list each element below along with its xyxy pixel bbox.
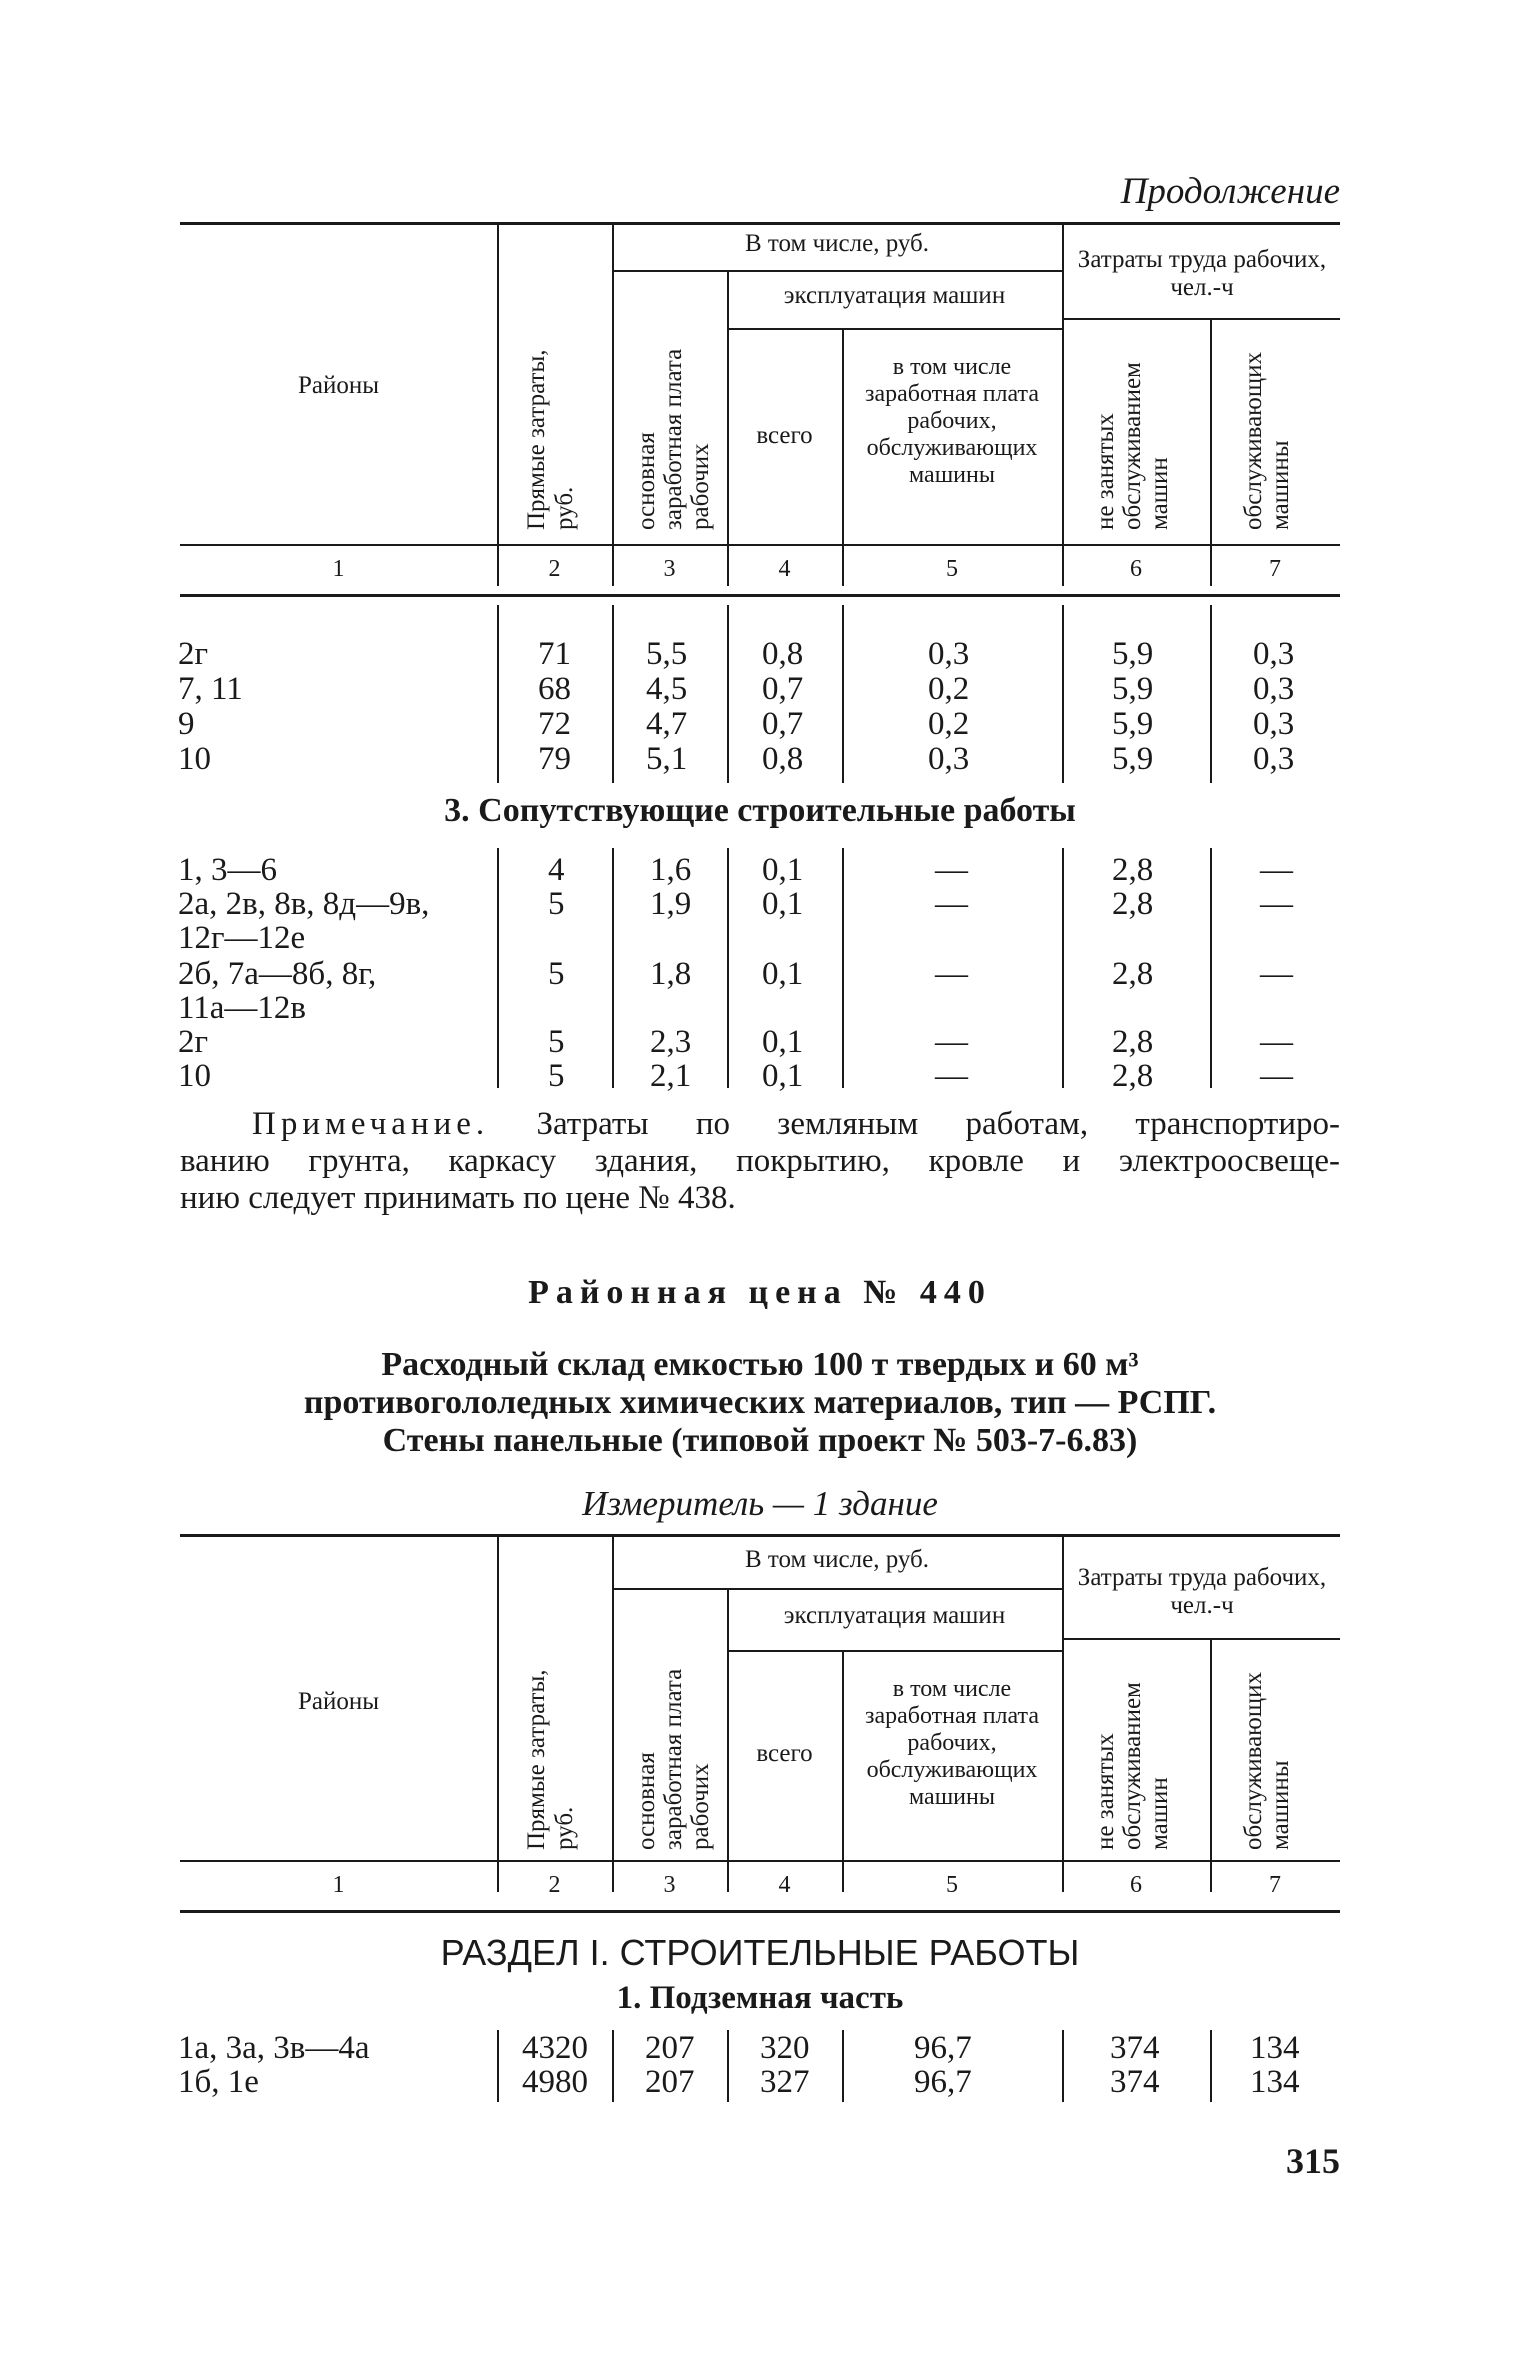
- col-number: 3: [663, 1872, 676, 1898]
- col-number: 5: [946, 1872, 958, 1898]
- base-salary-cell: 5,5: [646, 636, 688, 672]
- page-number: 315: [1286, 2141, 1340, 2181]
- region-cell: 2г: [178, 1024, 209, 1060]
- labor-not-machine-cell: 2,8: [1112, 1058, 1154, 1094]
- base-salary-cell: 2,1: [650, 1058, 692, 1094]
- region-cell: 2б, 7а—8б, 8г,: [178, 956, 377, 992]
- region-cell: 1а, 3а, 3в—4а: [178, 2030, 370, 2066]
- region-cell: 10: [178, 741, 211, 777]
- labor-machine-cell: —: [1260, 852, 1293, 888]
- region-cell-cont: 11а—12в: [178, 990, 307, 1026]
- direct-costs-cell: 4: [548, 852, 565, 888]
- header-machine-operation: эксплуатация машин: [783, 282, 1006, 309]
- labor-not-machine-cell: 374: [1110, 2030, 1160, 2066]
- col-number: 3: [663, 556, 676, 582]
- labor-not-machine-cell: 5,9: [1112, 671, 1154, 707]
- description-line: Расходный склад емкостью 100 т твердых и 60 м³: [381, 1346, 1139, 1383]
- header-direct-costs: Прямые затраты, руб.: [523, 1669, 578, 1850]
- description: [180, 1346, 1340, 1460]
- header-not-machine: не занятых обслуживанием машин: [1092, 1682, 1173, 1850]
- meter: Измеритель — 1 здание: [582, 1484, 938, 1523]
- labor-machine-cell: 0,3: [1253, 636, 1295, 672]
- base-salary-cell: 5,1: [646, 741, 688, 777]
- machine-total-cell: 0,1: [762, 852, 804, 888]
- labor-not-machine-cell: 2,8: [1112, 886, 1154, 922]
- labor-not-machine-cell: 2,8: [1112, 1024, 1154, 1060]
- direct-costs-cell: 5: [548, 1024, 565, 1060]
- labor-machine-cell: —: [1260, 886, 1293, 922]
- labor-not-machine-cell: 2,8: [1112, 956, 1154, 992]
- direct-costs-cell: 71: [538, 636, 571, 672]
- header-total: всего: [756, 422, 813, 449]
- continuation-label: Продолжение: [1120, 171, 1340, 212]
- machine-total-cell: 0,8: [762, 741, 804, 777]
- machine-total-cell: 0,1: [762, 1024, 804, 1060]
- col-number: 1: [332, 1872, 345, 1898]
- labor-machine-cell: 134: [1250, 2030, 1300, 2066]
- base-salary-cell: 1,9: [650, 886, 692, 922]
- note-label: Примечание.: [252, 1106, 490, 1142]
- header-not-machine: не занятых обслуживанием машин: [1092, 362, 1173, 530]
- labor-machine-cell: 0,3: [1253, 741, 1295, 777]
- labor-not-machine-cell: 5,9: [1112, 706, 1154, 742]
- header-machine-operation: эксплуатация машин: [783, 1602, 1006, 1629]
- subsection-title: 1. Подземная часть: [616, 1980, 904, 2016]
- header-labor-costs: Затраты труда рабочих, чел.-ч: [1077, 246, 1327, 301]
- base-salary-cell: 4,7: [646, 706, 688, 742]
- col-number: 7: [1269, 556, 1281, 582]
- labor-machine-cell: —: [1260, 1058, 1293, 1094]
- col-number: 4: [778, 556, 791, 582]
- direct-costs-cell: 68: [538, 671, 571, 707]
- col-number: 2: [548, 556, 561, 582]
- direct-costs-cell: 5: [548, 956, 565, 992]
- description-line: противогололедных химических материалов, тип — РСПГ.: [303, 1384, 1217, 1422]
- machine-total-cell: 320: [760, 2030, 810, 2066]
- direct-costs-cell: 4980: [522, 2064, 588, 2100]
- header-incl-salary-machine: в том числе заработная плата рабочих, обслуживающих машины: [865, 1676, 1039, 1810]
- header-labor-costs: Затраты труда рабочих, чел.-ч: [1077, 1564, 1327, 1619]
- machine-salary-cell: 0,2: [928, 706, 970, 742]
- col-number: 7: [1269, 1872, 1281, 1898]
- base-salary-cell: 2,3: [650, 1024, 692, 1060]
- note-line: нию следует принимать по цене № 438.: [180, 1179, 736, 1216]
- col-number: 2: [548, 1872, 561, 1898]
- machine-total-cell: 0,1: [762, 956, 804, 992]
- labor-machine-cell: —: [1260, 956, 1293, 992]
- machine-salary-cell: —: [935, 1024, 968, 1060]
- col-number: 4: [778, 1872, 791, 1898]
- machine-salary-cell: 96,7: [914, 2064, 972, 2100]
- machine-salary-cell: 96,7: [914, 2030, 972, 2066]
- col-number: 1: [332, 556, 345, 582]
- labor-not-machine-cell: 5,9: [1112, 741, 1154, 777]
- labor-not-machine-cell: 2,8: [1112, 852, 1154, 888]
- region-cell: 9: [178, 706, 195, 742]
- header-base-salary: основная заработная плата рабочих: [633, 348, 714, 530]
- header-including-rub: В том числе, руб.: [744, 1546, 930, 1573]
- machine-total-cell: 0,8: [762, 636, 804, 672]
- section-heading: РАЗДЕЛ I. СТРОИТЕЛЬНЫЕ РАБОТЫ: [440, 1932, 1080, 1973]
- labor-not-machine-cell: 5,9: [1112, 636, 1154, 672]
- base-salary-cell: 1,6: [650, 852, 692, 888]
- direct-costs-cell: 72: [538, 706, 571, 742]
- base-salary-cell: 1,8: [650, 956, 692, 992]
- base-salary-cell: 4,5: [646, 671, 688, 707]
- direct-costs-cell: 5: [548, 886, 565, 922]
- machine-total-cell: 0,7: [762, 706, 804, 742]
- region-cell: 2а, 2в, 8в, 8д—9в,: [178, 886, 430, 922]
- machine-salary-cell: 0,3: [928, 636, 970, 672]
- col-number: 6: [1130, 1872, 1142, 1898]
- machine-salary-cell: —: [935, 852, 968, 888]
- region-cell: 10: [178, 1058, 211, 1094]
- note-line: Затраты по земляным работам, транспортиро-: [536, 1106, 1340, 1142]
- region-cell: 1б, 1е: [178, 2064, 259, 2100]
- price-title: Районная цена № 440: [528, 1274, 992, 1311]
- header-machine-service: обслуживающих машины: [1240, 352, 1294, 530]
- region-cell: 1, 3—6: [178, 852, 277, 888]
- machine-salary-cell: —: [935, 886, 968, 922]
- header-machine-service: обслуживающих машины: [1240, 1672, 1294, 1850]
- header-incl-salary-machine: в том числе заработная плата рабочих, обслуживающих машины: [865, 354, 1039, 488]
- labor-machine-cell: 0,3: [1253, 671, 1295, 707]
- machine-salary-cell: 0,3: [928, 741, 970, 777]
- header-total: всего: [756, 1740, 813, 1767]
- machine-total-cell: 0,1: [762, 886, 804, 922]
- header-including-rub: В том числе, руб.: [744, 230, 930, 257]
- section3-title: 3. Сопутствующие строительные работы: [444, 792, 1076, 829]
- col-number: 5: [946, 556, 958, 582]
- direct-costs-cell: 79: [538, 741, 571, 777]
- col-number: 6: [1130, 556, 1142, 582]
- base-salary-cell: 207: [645, 2030, 695, 2066]
- machine-salary-cell: —: [935, 1058, 968, 1094]
- description-line: Стены панельные (типовой проект № 503-7-6.83): [382, 1422, 1138, 1460]
- header-direct-costs: Прямые затраты, руб.: [523, 349, 578, 530]
- machine-salary-cell: 0,2: [928, 671, 970, 707]
- machine-total-cell: 0,7: [762, 671, 804, 707]
- direct-costs-cell: 5: [548, 1058, 565, 1094]
- machine-total-cell: 327: [760, 2064, 810, 2100]
- header-regions: Районы: [297, 1688, 380, 1715]
- note: [180, 1106, 1340, 1217]
- region-cell-cont: 12г—12е: [178, 920, 306, 956]
- header-regions: Районы: [297, 372, 380, 399]
- labor-machine-cell: —: [1260, 1024, 1293, 1060]
- region-cell: 7, 11: [178, 671, 243, 707]
- base-salary-cell: 207: [645, 2064, 695, 2100]
- header-base-salary: основная заработная плата рабочих: [633, 1668, 714, 1850]
- note-line: ванию грунта, каркасу здания, покрытию, кровле и электроосвеще-: [180, 1142, 1340, 1179]
- machine-total-cell: 0,1: [762, 1058, 804, 1094]
- labor-machine-cell: 134: [1250, 2064, 1300, 2100]
- labor-machine-cell: 0,3: [1253, 706, 1295, 742]
- direct-costs-cell: 4320: [522, 2030, 588, 2066]
- region-cell: 2г: [178, 636, 209, 672]
- machine-salary-cell: —: [935, 956, 968, 992]
- labor-not-machine-cell: 374: [1110, 2064, 1160, 2100]
